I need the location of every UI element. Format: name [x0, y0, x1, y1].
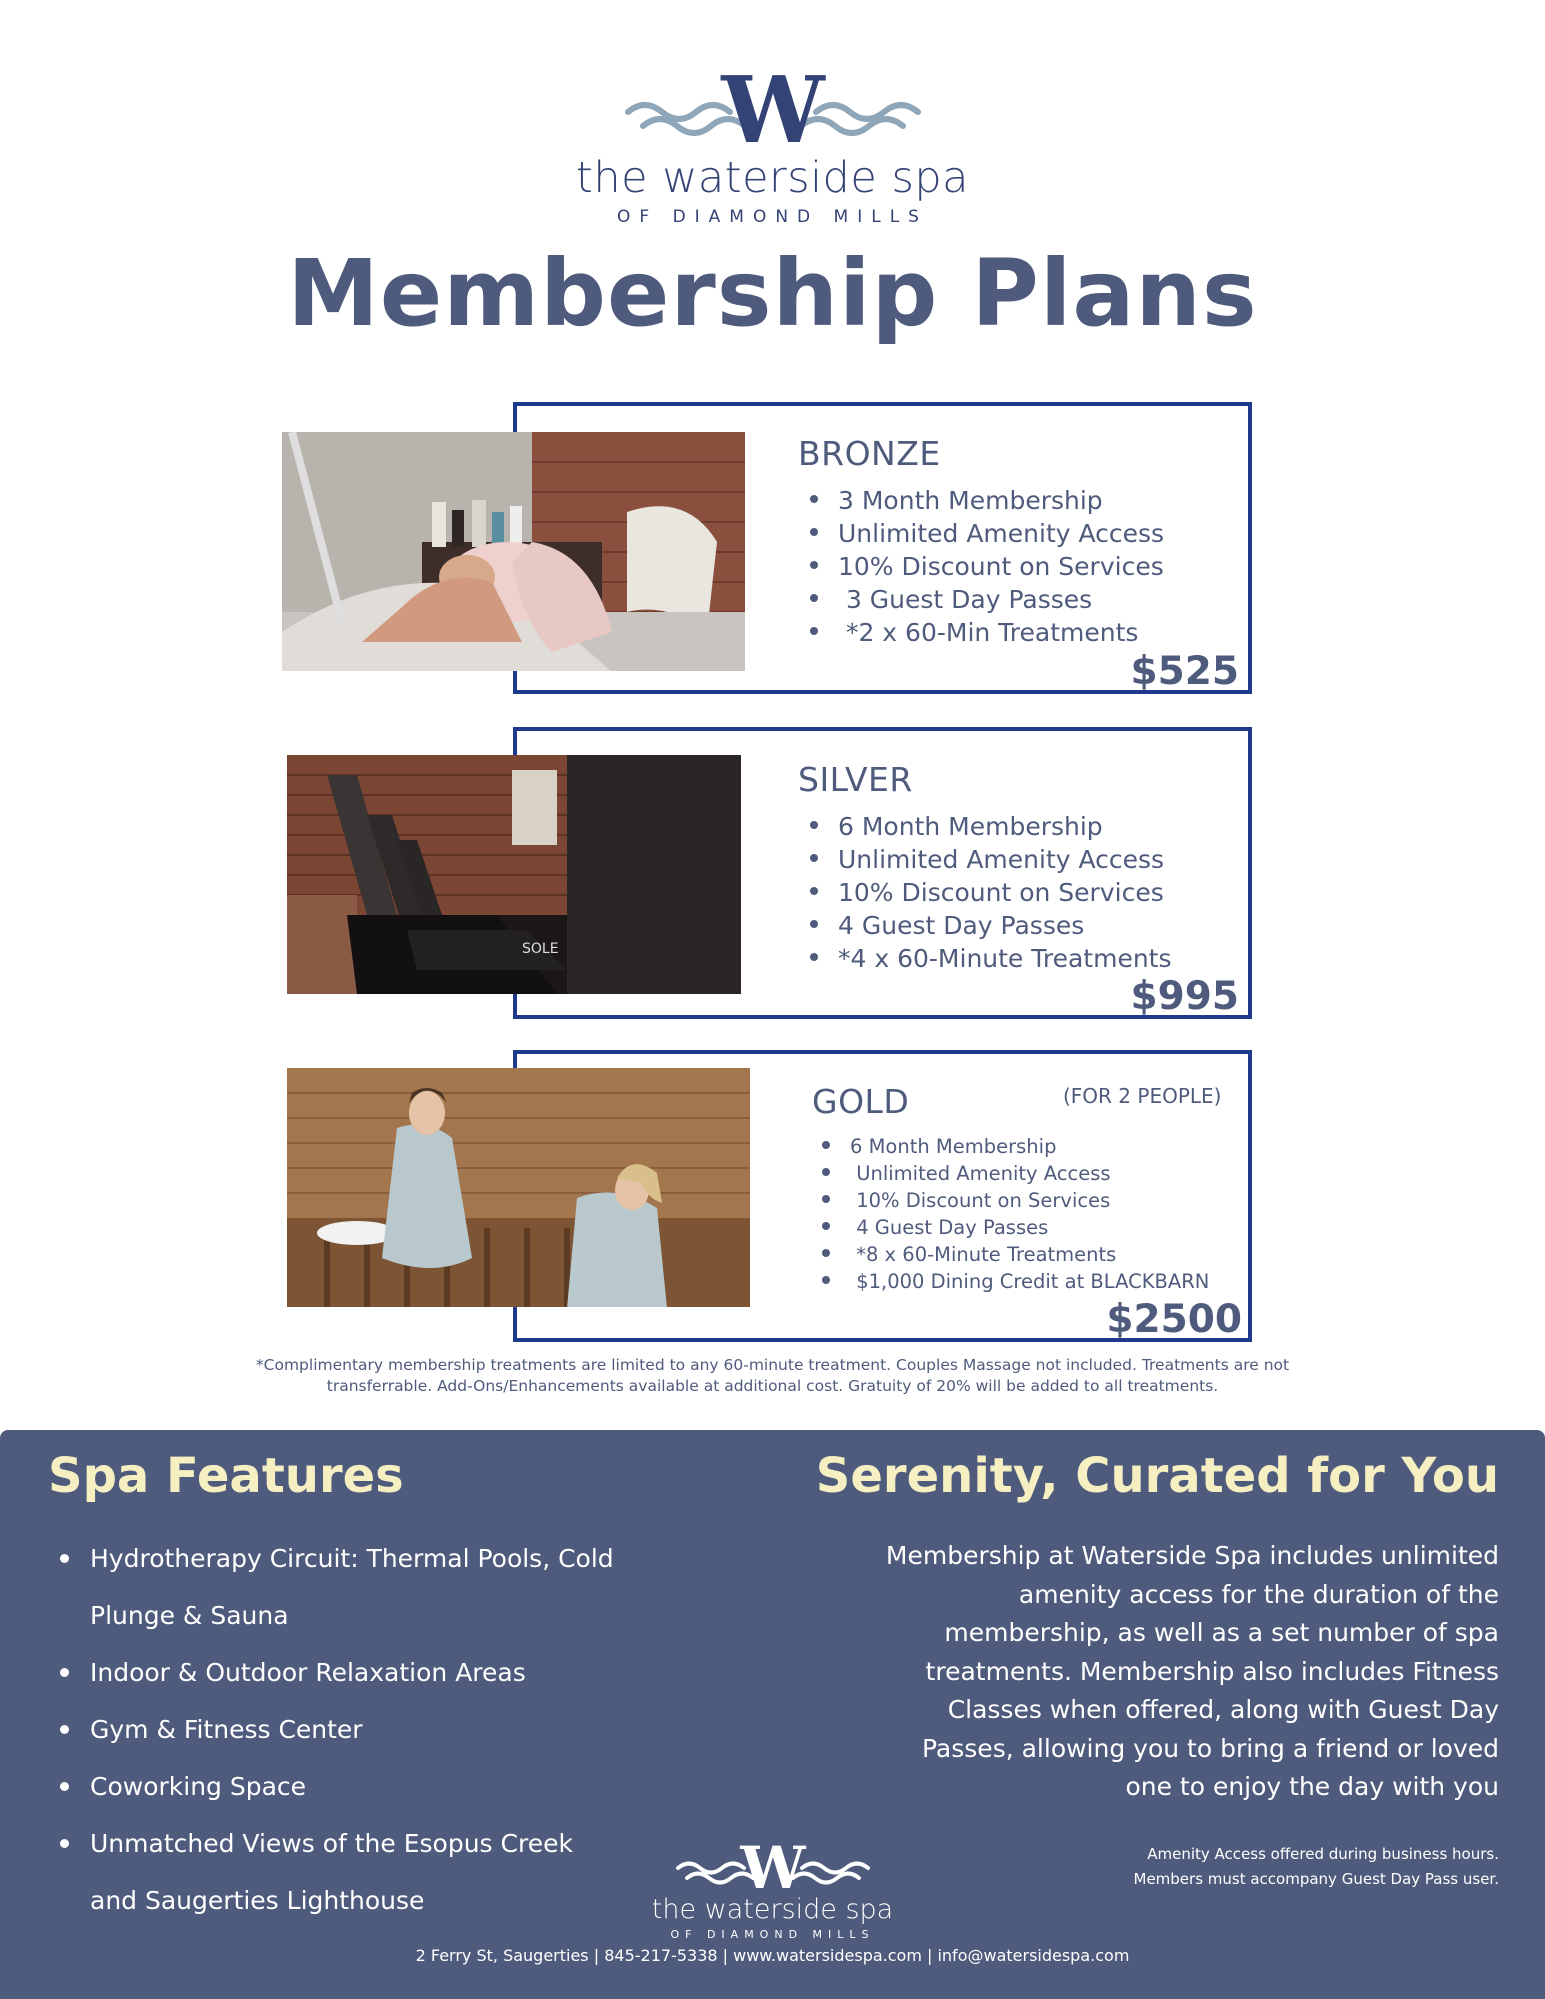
list-item: $1,000 Dining Credit at BLACKBARN	[822, 1268, 1209, 1295]
header-logo	[0, 62, 1545, 227]
list-item: Indoor & Outdoor Relaxation Areas	[60, 1644, 660, 1701]
list-item: Unlimited Amenity Access	[822, 1160, 1209, 1187]
plan-name-bronze: BRONZE	[798, 434, 941, 473]
amenity-line-1: Amenity Access offered during business hours.	[1147, 1845, 1499, 1863]
plan-name-silver: SILVER	[798, 760, 913, 799]
plan-name-gold: GOLD	[812, 1082, 910, 1121]
list-item: 6 Month Membership	[822, 1133, 1209, 1160]
plan-note-gold: (FOR 2 PEOPLE)	[1063, 1084, 1222, 1108]
list-item: Unlimited Amenity Access	[810, 517, 1164, 550]
list-item: *8 x 60-Minute Treatments	[822, 1241, 1209, 1268]
spa-features-list	[60, 1530, 660, 1929]
list-item: 4 Guest Day Passes	[810, 909, 1172, 942]
list-item: 10% Discount on Services	[810, 550, 1164, 583]
list-item: Hydrotherapy Circuit: Thermal Pools, Cold Plunge & Sauna	[60, 1530, 660, 1644]
list-item: *4 x 60-Minute Treatments	[810, 942, 1172, 975]
brand-subtitle: OF DIAMOND MILLS	[617, 207, 928, 227]
list-item: Unlimited Amenity Access	[810, 843, 1172, 876]
list-item: 4 Guest Day Passes	[822, 1214, 1209, 1241]
list-item: 6 Month Membership	[810, 810, 1172, 843]
plan-price-bronze: $525	[1130, 649, 1239, 694]
brand-subtitle: OF DIAMOND MILLS	[670, 1928, 875, 1941]
serenity-title: Serenity, Curated for You	[815, 1448, 1499, 1504]
list-item: 10% Discount on Services	[822, 1187, 1209, 1214]
gold-sauna-photo	[287, 1068, 750, 1307]
plan-features-gold	[822, 1133, 1209, 1295]
list-item: 10% Discount on Services	[810, 876, 1172, 909]
page-title: Membership Plans	[287, 240, 1258, 347]
brand-name: the waterside spa	[575, 153, 970, 203]
plan-price-silver: $995	[1130, 974, 1239, 1019]
list-item: Gym & Fitness Center	[60, 1701, 660, 1758]
brand-name: the waterside spa	[651, 1894, 894, 1925]
logo-mark-letter: W	[739, 1838, 806, 1896]
plan-features-silver	[810, 810, 1172, 975]
waves-w-logo-icon	[673, 1838, 873, 1896]
list-item: Unmatched Views of the Esopus Creek and Saugerties Lighthouse	[60, 1815, 600, 1929]
spa-features-title: Spa Features	[48, 1448, 404, 1504]
amenity-line-2: Members must accompany Guest Day Pass user.	[1133, 1870, 1499, 1888]
plan-features-bronze	[810, 484, 1164, 649]
list-item: *2 x 60-Min Treatments	[810, 616, 1164, 649]
list-item: Coworking Space	[60, 1758, 660, 1815]
logo-mark-letter: W	[720, 62, 825, 157]
silver-gym-photo	[287, 755, 741, 994]
bronze-facial-photo	[282, 432, 745, 671]
footer-logo	[620, 1838, 925, 1941]
list-item: 3 Guest Day Passes	[810, 583, 1164, 616]
contact-info: 2 Ferry St, Saugerties | 845-217-5338 | www.watersidespa.com | info@watersidespa.com	[415, 1946, 1130, 1965]
disclaimer-text: *Complimentary membership treatments are limited to any 60-minute treatment. Couples Massage not included. Treatments are not transferrable. Add-Ons/Enhancements available at additional cost. Gratuity of 20% will be added to all treatments.	[255, 1356, 1290, 1395]
list-item: 3 Month Membership	[810, 484, 1164, 517]
plan-price-gold: $2500	[1106, 1297, 1242, 1342]
waves-w-logo-icon	[623, 62, 923, 157]
serenity-body: Membership at Waterside Spa includes unlimited amenity access for the duration of the membership, as well as a set number of spa treatments. Membership also includes Fitness Classes when offered, along with Guest Day Passes, allowing you to bring a friend or loved one to enjoy the day with you	[885, 1541, 1499, 1801]
amenity-note	[979, 1842, 1499, 1892]
svg-text:SOLE: SOLE	[522, 941, 559, 957]
